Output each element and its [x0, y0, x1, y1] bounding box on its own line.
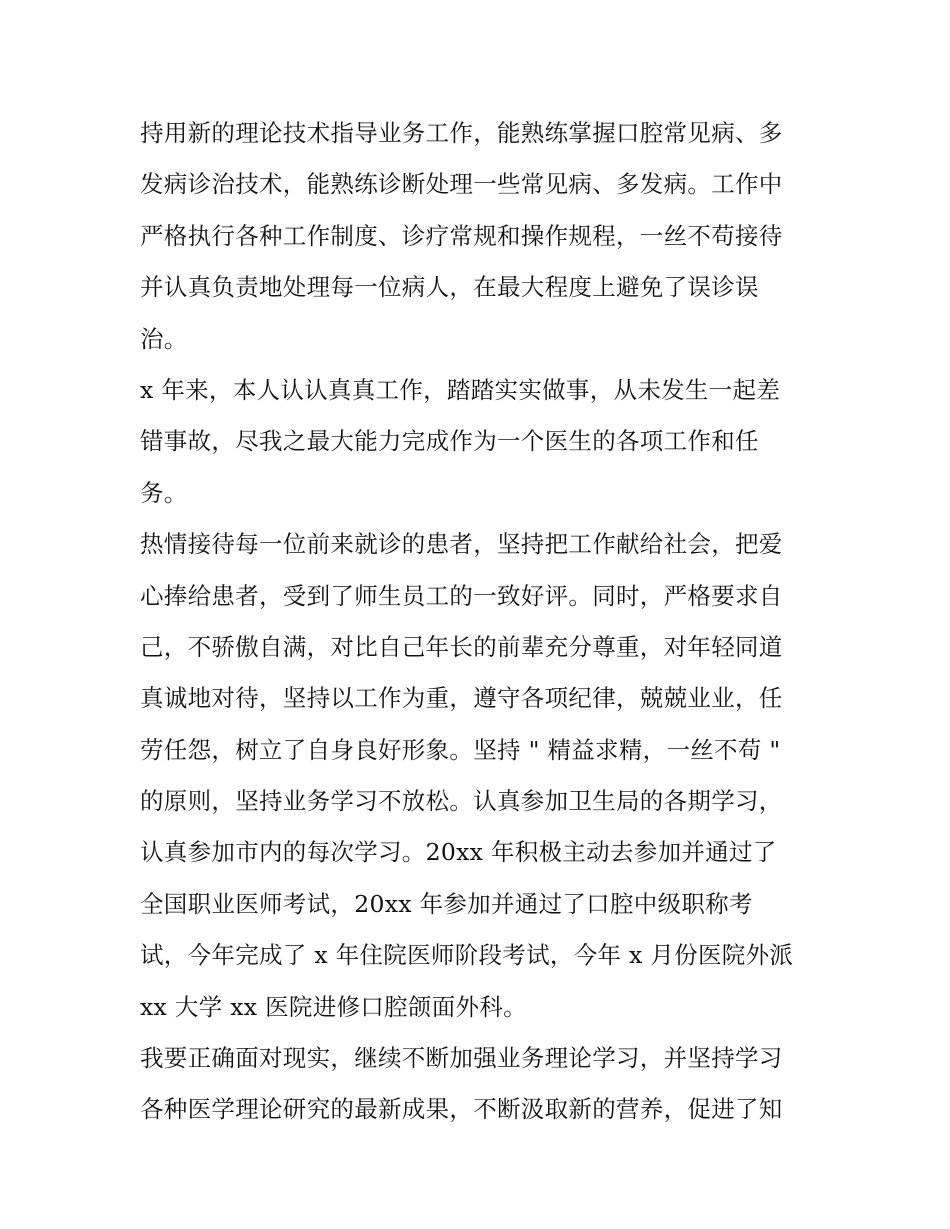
text-line: 试，今年完成了 x 年住院医师阶段考试，今年 x 月份医院外派: [140, 941, 794, 970]
text-line: xx 大学 xx 医院进修口腔颌面外科。: [140, 992, 527, 1021]
text-line: 认真参加市内的每次学习。20xx 年积极主动去参加并通过了: [140, 838, 777, 867]
paragraph-2: [140, 365, 820, 519]
text-line: 各种医学理论研究的最新成果，不断汲取新的营养，促进了知: [140, 1095, 783, 1124]
text-line: 并认真负责地处理每一位病人，在最大程度上避免了误诊误: [140, 273, 759, 302]
text-line: 劳任怨，树立了自身良好形象。坚持 " 精益求精，一丝不苟 ": [140, 735, 781, 764]
text-line: 心捧给患者，受到了师生员工的一致好评。同时，严格要求自: [140, 581, 783, 610]
text-line: 治。: [140, 324, 188, 353]
text-line: 发病诊治技术，能熟练诊断处理一些常见病、多发病。工作中: [140, 170, 783, 199]
paragraph-1: [140, 108, 820, 365]
text-line: 严格执行各种工作制度、诊疗常规和操作规程，一丝不苟接待: [140, 221, 783, 250]
text-line: 全国职业医师考试，20xx 年参加并通过了口腔中级职称考: [140, 889, 753, 918]
text-line: 热情接待每一位前来就诊的患者，坚持把工作献给社会，把爱: [140, 530, 783, 559]
text-line: 的原则，坚持业务学习不放松。认真参加卫生局的各期学习，: [140, 787, 783, 816]
text-line: 持用新的理论技术指导业务工作，能熟练掌握口腔常见病、多: [140, 119, 783, 147]
text-line: 错事故，尽我之最大能力完成作为一个医生的各项工作和任: [140, 427, 759, 456]
text-line: 真诚地对待，坚持以工作为重，遵守各项纪律，兢兢业业，任: [140, 684, 783, 713]
text-line: 务。: [140, 478, 188, 507]
paragraph-4: [140, 1033, 820, 1136]
document-body: [140, 108, 820, 1136]
text-line: x 年来，本人认认真真工作，踏踏实实做事，从未发生一起差: [140, 375, 781, 404]
text-line: 己，不骄傲自满，对比自己年长的前辈充分尊重，对年轻同道: [140, 632, 783, 661]
text-line: 我要正确面对现实，继续不断加强业务理论学习，并坚持学习: [140, 1044, 783, 1073]
paragraph-3: [140, 519, 820, 1033]
